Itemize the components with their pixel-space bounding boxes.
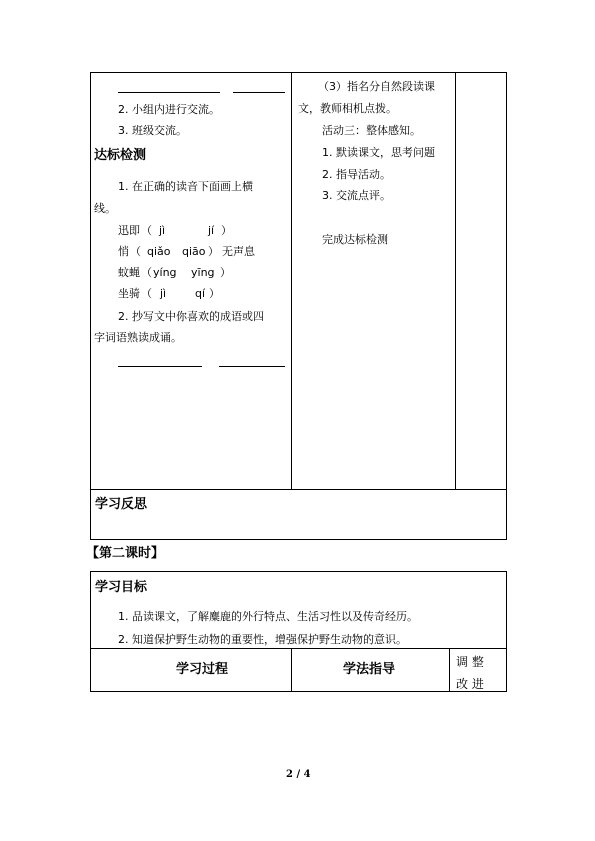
goal-item: 1. 品读课文，了解麋鹿的外行特点、生活习性以及传奇经历。 — [118, 610, 418, 623]
question-2: 2. 抄写文中你喜欢的成语或四 — [118, 310, 264, 323]
activity-step: 1. 默读课文，思考问题 — [322, 146, 435, 159]
column-header-adjust: 调 整 — [456, 655, 484, 669]
list-item: 2. 小组内进行交流。 — [118, 103, 220, 116]
section-heading: 达标检测 — [94, 148, 147, 163]
teacher-step: （3）指名分自然段读课 — [318, 80, 435, 93]
question-2-cont: 字词语熟读成诵。 — [94, 331, 182, 344]
activity-title: 活动三：整体感知。 — [322, 124, 421, 137]
column-header-guidance: 学法指导 — [343, 662, 396, 677]
blank-line — [118, 366, 202, 367]
column-header-process: 学习过程 — [176, 662, 229, 677]
activity-step: 2. 指导活动。 — [322, 168, 391, 181]
question-1: 1. 在正确的读音下面画上横 — [118, 180, 253, 193]
blank-line — [118, 92, 220, 93]
finish-note: 完成达标检测 — [322, 233, 388, 246]
page-number: 2 / 4 — [286, 769, 311, 780]
goal-title: 学习目标 — [95, 580, 148, 595]
blank-line — [219, 366, 285, 367]
column-header-adjust-cont: 改 进 — [456, 677, 484, 691]
question-1-cont: 线。 — [94, 202, 116, 215]
list-item: 3. 班级交流。 — [118, 124, 187, 137]
activity-step: 3. 交流点评。 — [322, 189, 391, 202]
reflection-label: 学习反思 — [95, 497, 148, 512]
teacher-step-cont: 文，教师相机点拨。 — [298, 102, 397, 115]
section-title: 【第二课时】 — [86, 546, 165, 561]
goal-item: 2. 知道保护野生动物的重要性，增强保护野生动物的意识。 — [118, 633, 407, 646]
blank-line — [233, 92, 285, 93]
